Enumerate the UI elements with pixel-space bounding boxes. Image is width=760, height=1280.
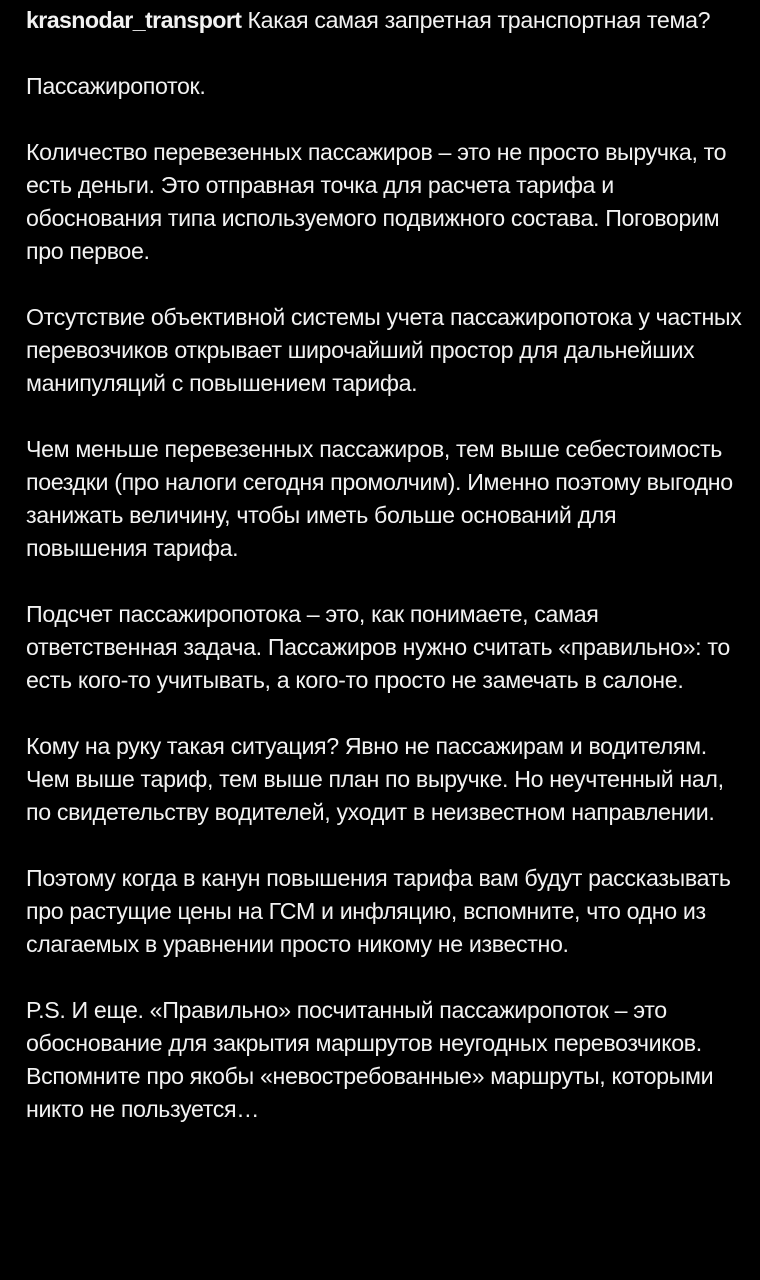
caption-paragraph: Количество перевезенных пассажиров – это не просто выручка, то есть деньги. Это отправная точка для расчета тарифа и обоснования типа используемого подвижного состава. Поговорим про первое. <box>26 139 727 264</box>
caption-paragraph: Пассажиропоток. <box>26 73 206 99</box>
caption-intro <box>26 4 742 37</box>
caption-paragraph: Поэтому когда в канун повышения тарифа вам будут рассказывать про растущие цены на ГСМ и инфляцию, вспомните, что одно из слагаемых в уравнении просто никому не известно. <box>26 865 731 957</box>
post-caption <box>26 4 742 1126</box>
caption-paragraph: Подсчет пассажиропотока – это, как понимаете, самая ответственная задача. Пассажиров нужно считать «правильно»: то есть кого-то учитывать, а кого-то просто не замечать в салоне. <box>26 601 730 693</box>
caption-question: Какая самая запретная транспортная тема? <box>247 7 711 33</box>
caption-paragraph: Чем меньше перевезенных пассажиров, тем выше себестоимость поездки (про налоги сегодня промолчим). Именно поэтому выгодно занижать величину, чтобы иметь больше оснований для повышения тарифа. <box>26 436 733 561</box>
author-username[interactable]: krasnodar_transport <box>26 7 242 33</box>
caption-postscript: P.S. И еще. «Правильно» посчитанный пассажиропоток – это обоснование для закрытия маршрутов неугодных перевозчиков. Вспомните про якобы «невостребованные» маршруты, которыми никто не пользуется… <box>26 997 714 1122</box>
caption-paragraph: Отсутствие объективной системы учета пассажиропотока у частных перевозчиков открывает широчайший простор для дальнейших манипуляций с повышением тарифа. <box>26 304 742 396</box>
caption-paragraph: Кому на руку такая ситуация? Явно не пассажирам и водителям. Чем выше тариф, тем выше план по выручке. Но неучтенный нал, по свидетельству водителей, уходит в неизвестном направлении. <box>26 733 724 825</box>
